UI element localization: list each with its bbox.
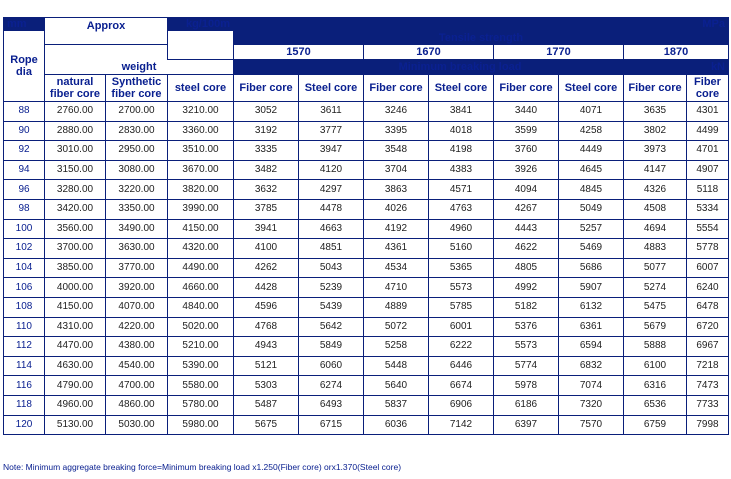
table-row [4,160,729,180]
rope-dia-cell: 90 [4,121,45,141]
table-cell: 4443 [494,219,559,239]
table-cell: 4660.00 [168,278,234,298]
table-cell: 4258 [559,121,624,141]
rope-spec-table [3,17,729,435]
table-cell: 3920.00 [106,278,168,298]
table-cell: 3548 [364,141,429,161]
table-cell: 5640 [364,376,429,396]
rope-dia-heading: Rope dia [4,31,45,102]
table-cell: 5980.00 [168,415,234,435]
table-cell: 5554 [687,219,729,239]
table-cell: 4267 [494,199,559,219]
table-cell: 3973 [624,141,687,161]
table-cell: 3080.00 [106,160,168,180]
table-cell: 4790.00 [45,376,106,396]
table-cell: 4380.00 [106,337,168,357]
rope-dia-cell: 88 [4,102,45,122]
table-cell: 4851 [299,239,364,259]
table-cell: 3632 [234,180,299,200]
table-cell: 5118 [687,180,729,200]
table-row [4,239,729,259]
col-1670-fiber-core: Fiber core [364,75,429,102]
rope-dia-cell: 102 [4,239,45,259]
table-cell: 4534 [364,258,429,278]
rope-dia-cell: 104 [4,258,45,278]
table-cell: 3820.00 [168,180,234,200]
col-synthetic-fiber-core: Synthetic fiber core [106,75,168,102]
table-cell: 5334 [687,199,729,219]
table-cell: 5121 [234,356,299,376]
table-cell: 3947 [299,141,364,161]
table-cell: 6274 [299,376,364,396]
table-cell: 2830.00 [106,121,168,141]
table-cell: 4026 [364,199,429,219]
table-cell: 4320.00 [168,239,234,259]
table-cell: 7074 [559,376,624,396]
col-natural-fiber-core: natural fiber core [45,75,106,102]
table-cell: 5130.00 [45,415,106,435]
table-cell: 4694 [624,219,687,239]
table-cell: 4470.00 [45,337,106,357]
table-cell: 4960 [429,219,494,239]
table-row [4,376,729,396]
table-cell: 3850.00 [45,258,106,278]
table-cell: 4907 [687,160,729,180]
col-1670-steel-core: Steel core [429,75,494,102]
table-cell: 3700.00 [45,239,106,259]
rope-dia-cell: 100 [4,219,45,239]
table-cell: 4490.00 [168,258,234,278]
table-cell: 7473 [687,376,729,396]
table-cell: 7320 [559,395,624,415]
table-cell: 5780.00 [168,395,234,415]
table-cell: 5849 [299,337,364,357]
table-cell: 3704 [364,160,429,180]
table-cell: 6316 [624,376,687,396]
table-row [4,356,729,376]
table-cell: 6720 [687,317,729,337]
table-cell: 5573 [429,278,494,298]
table-cell: 4094 [494,180,559,200]
table-cell: 5686 [559,258,624,278]
table-cell: 4301 [687,102,729,122]
table-cell: 4630.00 [45,356,106,376]
table-cell: 4700.00 [106,376,168,396]
table-cell: 5043 [299,258,364,278]
table-cell: 3420.00 [45,199,106,219]
table-cell: 3777 [299,121,364,141]
table-cell: 7218 [687,356,729,376]
table-cell: 2700.00 [106,102,168,122]
table-cell: 2880.00 [45,121,106,141]
table-row [4,258,729,278]
table-cell: 3440 [494,102,559,122]
table-cell: 4540.00 [106,356,168,376]
table-cell: 2760.00 [45,102,106,122]
rope-dia-cell: 108 [4,297,45,317]
table-cell: 7998 [687,415,729,435]
table-cell: 4508 [624,199,687,219]
table-cell: 6361 [559,317,624,337]
table-cell: 6222 [429,337,494,357]
table-cell: 5390.00 [168,356,234,376]
table-cell: 5160 [429,239,494,259]
table-cell: 4449 [559,141,624,161]
table-cell: 5888 [624,337,687,357]
table-cell: 5778 [687,239,729,259]
table-cell: 5487 [234,395,299,415]
table-cell: 7733 [687,395,729,415]
table-cell: 4100 [234,239,299,259]
table-cell: 3510.00 [168,141,234,161]
table-cell: 3841 [429,102,494,122]
rope-dia-cell: 106 [4,278,45,298]
table-cell: 3863 [364,180,429,200]
table-row [4,219,729,239]
table-cell: 6536 [624,395,687,415]
col-1570-steel-core: Steel core [299,75,364,102]
table-row [4,121,729,141]
table-cell: 5274 [624,278,687,298]
table-cell: 6036 [364,415,429,435]
table-cell: 4018 [429,121,494,141]
tensile-strength-heading: Tensile strength [234,31,729,45]
table-row [4,278,729,298]
table-cell: 5365 [429,258,494,278]
table-cell: 4960.00 [45,395,106,415]
table-cell: 5774 [494,356,559,376]
table-cell: 4310.00 [45,317,106,337]
rope-dia-cell: 110 [4,317,45,337]
table-row [4,141,729,161]
weight-spacer [45,45,168,60]
table-cell: 5020.00 [168,317,234,337]
table-cell: 4883 [624,239,687,259]
table-cell: 4805 [494,258,559,278]
table-cell: 3770.00 [106,258,168,278]
grade-1870: 1870 [624,45,729,60]
table-cell: 6007 [687,258,729,278]
table-cell: 3599 [494,121,559,141]
table-cell: 3630.00 [106,239,168,259]
table-cell: 7142 [429,415,494,435]
table-row [4,317,729,337]
table-cell: 4845 [559,180,624,200]
table-cell: 4943 [234,337,299,357]
table-cell: 4000.00 [45,278,106,298]
unit-mm: mm [4,18,45,31]
table-cell: 4198 [429,141,494,161]
table-cell: 3990.00 [168,199,234,219]
table-cell: 4383 [429,160,494,180]
table-cell: 4710 [364,278,429,298]
table-cell: 3611 [299,102,364,122]
col-1870-fiber-core: Fiber core [624,75,687,102]
unit-kn: kN [687,60,729,75]
col-1870-fiber-core-2: Fiber core [687,75,729,102]
rope-spec-table-wrapper [3,17,728,435]
table-cell: 5439 [299,297,364,317]
table-row [4,102,729,122]
table-cell: 3560.00 [45,219,106,239]
table-cell: 5642 [299,317,364,337]
table-cell: 5257 [559,219,624,239]
table-cell: 7570 [559,415,624,435]
table-cell: 4663 [299,219,364,239]
table-cell: 5675 [234,415,299,435]
rope-dia-cell: 118 [4,395,45,415]
approx-heading: Approx [45,18,168,45]
footnote: Note: Minimum aggregate breaking force=Minimum breaking load x1.250(Fiber core) orx1.370(Steel core) [3,462,402,472]
table-row [4,199,729,219]
col-steel-core-weight: steel core [168,75,234,102]
table-cell: 5573 [494,337,559,357]
table-cell: 6100 [624,356,687,376]
table-cell: 3052 [234,102,299,122]
table-cell: 4071 [559,102,624,122]
col-1770-steel-core: Steel core [559,75,624,102]
table-cell: 4622 [494,239,559,259]
table-cell: 5072 [364,317,429,337]
table-cell: 6674 [429,376,494,396]
table-cell: 6594 [559,337,624,357]
rope-dia-cell: 114 [4,356,45,376]
rope-dia-cell: 112 [4,337,45,357]
table-cell: 5239 [299,278,364,298]
table-cell: 3490.00 [106,219,168,239]
table-cell: 5785 [429,297,494,317]
table-cell: 5049 [559,199,624,219]
table-cell: 6493 [299,395,364,415]
table-cell: 4992 [494,278,559,298]
weight-heading: weight [45,60,234,75]
data-body [4,102,729,435]
table-cell: 3395 [364,121,429,141]
table-cell: 5978 [494,376,559,396]
table-cell: 4571 [429,180,494,200]
table-cell: 5258 [364,337,429,357]
table-cell: 4763 [429,199,494,219]
table-cell: 5210.00 [168,337,234,357]
table-cell: 4150.00 [45,297,106,317]
table-row [4,395,729,415]
table-cell: 6478 [687,297,729,317]
table-row [4,297,729,317]
table-cell: 4596 [234,297,299,317]
table-cell: 6060 [299,356,364,376]
table-cell: 3635 [624,102,687,122]
table-cell: 4150.00 [168,219,234,239]
table-cell: 3192 [234,121,299,141]
rope-dia-cell: 116 [4,376,45,396]
table-cell: 3926 [494,160,559,180]
unit-mpa: MPa [234,18,729,31]
table-cell: 4297 [299,180,364,200]
table-cell: 3670.00 [168,160,234,180]
table-cell: 4860.00 [106,395,168,415]
table-cell: 3210.00 [168,102,234,122]
grade-1670: 1670 [364,45,494,60]
table-cell: 3350.00 [106,199,168,219]
rope-dia-cell: 98 [4,199,45,219]
table-row [4,180,729,200]
table-cell: 5182 [494,297,559,317]
table-cell: 6832 [559,356,624,376]
table-cell: 5303 [234,376,299,396]
rope-dia-cell: 120 [4,415,45,435]
table-cell: 6446 [429,356,494,376]
table-cell: 5030.00 [106,415,168,435]
table-cell: 6132 [559,297,624,317]
table-cell: 3220.00 [106,180,168,200]
table-cell: 6906 [429,395,494,415]
table-cell: 5469 [559,239,624,259]
table-cell: 4478 [299,199,364,219]
approx-spacer [168,31,234,60]
table-cell: 6240 [687,278,729,298]
table-cell: 6759 [624,415,687,435]
table-cell: 6186 [494,395,559,415]
table-cell: 4889 [364,297,429,317]
table-cell: 5475 [624,297,687,317]
table-cell: 5448 [364,356,429,376]
table-cell: 4326 [624,180,687,200]
table-cell: 5580.00 [168,376,234,396]
unit-kg100m: kg/100m [168,18,234,31]
table-row [4,415,729,435]
table-cell: 3335 [234,141,299,161]
table-cell: 5837 [364,395,429,415]
table-cell: 4220.00 [106,317,168,337]
table-cell: 4701 [687,141,729,161]
table-cell: 4840.00 [168,297,234,317]
rope-dia-cell: 94 [4,160,45,180]
table-cell: 6715 [299,415,364,435]
rope-dia-cell: 92 [4,141,45,161]
table-cell: 6967 [687,337,729,357]
table-cell: 4428 [234,278,299,298]
table-cell: 3360.00 [168,121,234,141]
table-cell: 3010.00 [45,141,106,161]
col-1570-fiber-core: Fiber core [234,75,299,102]
table-cell: 4361 [364,239,429,259]
table-cell: 3760 [494,141,559,161]
table-cell: 3785 [234,199,299,219]
table-row [4,337,729,357]
table-cell: 3280.00 [45,180,106,200]
table-cell: 4192 [364,219,429,239]
table-cell: 4147 [624,160,687,180]
table-cell: 3150.00 [45,160,106,180]
grade-1570: 1570 [234,45,364,60]
table-cell: 2950.00 [106,141,168,161]
table-cell: 3802 [624,121,687,141]
table-cell: 6397 [494,415,559,435]
table-cell: 5376 [494,317,559,337]
rope-dia-cell: 96 [4,180,45,200]
table-cell: 3941 [234,219,299,239]
col-1770-fiber-core: Fiber core [494,75,559,102]
table-cell: 5679 [624,317,687,337]
table-cell: 3482 [234,160,299,180]
table-cell: 3246 [364,102,429,122]
table-cell: 6001 [429,317,494,337]
table-cell: 4120 [299,160,364,180]
table-cell: 4499 [687,121,729,141]
grade-1770: 1770 [494,45,624,60]
table-cell: 4645 [559,160,624,180]
table-cell: 4262 [234,258,299,278]
table-cell: 4768 [234,317,299,337]
table-cell: 4070.00 [106,297,168,317]
min-breaking-load-heading: Minimum breaking load [234,60,687,75]
table-cell: 5077 [624,258,687,278]
table-cell: 5907 [559,278,624,298]
